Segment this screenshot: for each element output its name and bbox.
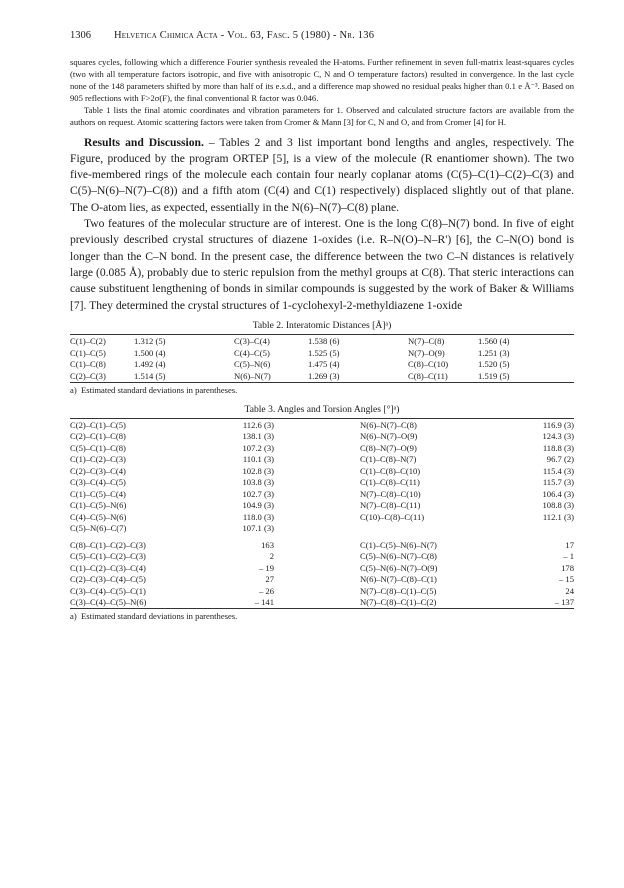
table-label-cell: C(1)–C(8)–C(11) — [360, 477, 420, 488]
table-label-cell: C(1)–C(8)–C(10) — [360, 465, 421, 476]
table-label-cell: 1.538 (6) — [308, 335, 340, 346]
table-label-cell: 1.514 (5) — [134, 371, 166, 382]
table3-angle-body — [70, 419, 574, 534]
table-label-cell: N(7)–C(8) — [408, 335, 445, 346]
table-label-cell: 1.519 (5) — [478, 371, 510, 382]
table-label-cell: C(2)–C(3) — [70, 371, 106, 382]
table-row — [70, 419, 574, 431]
table-row — [70, 442, 574, 454]
table-label-cell: 1.269 (3) — [308, 371, 340, 382]
table-row — [70, 335, 574, 347]
table-row — [70, 488, 574, 500]
table2-footnote — [70, 385, 574, 398]
table-value-cell: 2 — [269, 551, 274, 562]
table-value-cell: 96.7 (2) — [546, 454, 574, 465]
table-value-cell: 110.1 (3) — [242, 454, 274, 465]
column-gap — [274, 488, 360, 500]
section-heading: Results and Discussion. — [84, 135, 204, 149]
table-label-cell: C(2)–C(1)–C(8) — [70, 431, 126, 442]
table-label-cell: C(2)–C(1)–C(5) — [70, 419, 126, 430]
column-gap — [274, 574, 360, 586]
table-label-cell: 1.500 (4) — [134, 347, 166, 358]
table-value-cell — [510, 523, 574, 535]
table2-footnote-mark: a) — [70, 385, 77, 396]
table-row — [70, 347, 574, 359]
table-label-cell: C(5)–N(6)–N(7)–C(8) — [360, 551, 437, 562]
table2-footnote-text: Estimated standard deviations in parentheses. — [80, 385, 238, 396]
table-value-cell: 138.1 (3) — [242, 431, 274, 442]
table-value-cell: – 26 — [258, 585, 274, 596]
table-label-cell — [360, 523, 510, 535]
table-label-cell: C(1)–C(8) — [70, 359, 106, 370]
table-value-cell: 163 — [261, 539, 274, 550]
page-number: 1306 — [70, 30, 91, 41]
column-gap — [274, 562, 360, 574]
table-label-cell: C(5)–N(6) — [234, 359, 271, 370]
table-label-cell: N(7)–C(8)–C(1)–C(5) — [360, 585, 437, 596]
table3-angles — [70, 419, 574, 534]
table2-caption: Table 2. Interatomic Distances [Å]ᵃ) — [252, 319, 392, 331]
column-gap — [274, 511, 360, 523]
table3-caption: Table 3. Angles and Torsion Angles [°]ᵃ) — [244, 404, 400, 416]
table-value-cell: 118.8 (3) — [542, 442, 574, 453]
table-label-cell: C(4)–C(5) — [234, 347, 270, 358]
results-text-1: – Tables 2 and 3 list important bond lengths and angles, respectively. The Figure, produced by the program ORTEP [5], is a view of the molecule (R enantiomer shown). The two five-membered rings of the molecule each contain four nearly coplanar atoms (C(5)–C(1)–C(2)–C(3) and C(5)–N(6)–N(7)–C(8)) and a fifth atom (C(4) and C(1) respectively) displaced slightly out of that plane. The O-atom lies, as expected, essentially in the N(6)–N(7)–C(8) plane. — [70, 135, 574, 214]
table-row — [70, 551, 574, 563]
table-row — [70, 597, 574, 609]
table-label-cell: 1.492 (4) — [134, 359, 166, 370]
column-gap — [274, 477, 360, 489]
table-label-cell: 1.475 (4) — [308, 359, 340, 370]
table-value-cell: 107.2 (3) — [242, 442, 274, 453]
table-value-cell: 27 — [265, 574, 274, 585]
table-row — [70, 431, 574, 443]
table-label-cell: C(3)–C(4)–C(5) — [70, 477, 126, 488]
table3-torsions — [70, 539, 574, 608]
table-value-cell: – 137 — [554, 597, 574, 608]
table-label-cell: C(5)–N(6)–N(7)–O(9) — [360, 562, 438, 573]
table-label-cell: C(10)–C(8)–C(11) — [360, 511, 425, 522]
table-value-cell: – 19 — [258, 562, 274, 573]
table-value-cell: 106.4 (3) — [542, 488, 574, 499]
table-row — [70, 454, 574, 466]
table-value-cell: – 15 — [558, 574, 574, 585]
results-paragraph-2: Two features of the molecular structure are of interest. One is the long C(8)–N(7) bond. In five of eight previously described crystal structures of diazene 1-oxides (i.e. R–N(O)–N–R') [6], the C–N(O) bond is longer than the C–N bond. In the present case, the difference between the two C–N distances is relatively large (0.085 Å), probably due to steric repulsion from the methyl groups at C(8). That steric interactions can cause substituent lengthening of bonds in similar compounds is suggested by the work of Baker & Williams [7]. They determined the crystal structures of 1-cyclohexyl-2-methyldiazene 1-oxide — [70, 217, 574, 312]
table-row — [70, 477, 574, 489]
table-row — [70, 585, 574, 597]
column-gap — [274, 551, 360, 563]
table-label-cell: C(8)–N(7)–O(9) — [360, 442, 417, 453]
intro-paragraph: squares cycles, following which a difference Fourier synthesis revealed the H-atoms. Further refinement in seven full-matrix least-squares cycles (two with all temperature factors isotropic, and five with anisotropic C, N and O temperature factors) resulted in convergence. In the last cycle none of the 148 parameters shifted by more than half of its e.s.d., and a difference map showed no residual peaks higher than 0.1 e Å⁻³. Based on 905 reflections with F>2σ(F), the final conventional R factor was 0.046. — [70, 57, 574, 104]
table-label-cell: 1.312 (5) — [134, 335, 166, 346]
table-value-cell: 103.8 (3) — [242, 477, 274, 488]
table-label-cell: C(3)–C(4)–C(5)–N(6) — [70, 597, 147, 608]
table-label-cell: N(6)–N(7)–C(8) — [360, 419, 417, 430]
table-value-cell: 115.4 (3) — [542, 465, 574, 476]
table-value-cell: 178 — [561, 562, 574, 573]
journal-title: Helvetica Chimica Acta - Vol. 63, Fasc. 5 (1980) - Nr. 136 — [114, 30, 375, 41]
table-label-cell: C(8)–C(1)–C(2)–C(3) — [70, 539, 146, 550]
column-gap — [274, 419, 360, 431]
table-value-cell: 112.1 (3) — [542, 511, 574, 522]
column-gap — [274, 597, 360, 609]
table-value-cell: – 1 — [563, 551, 574, 562]
table-label-cell: 1.560 (4) — [478, 335, 510, 346]
table-label-cell: C(3)–C(4)–C(5)–C(1) — [70, 585, 146, 596]
table-reference-paragraph: Table 1 lists the final atomic coordinates and vibration parameters for 1. Observed and calculated structure factors are available from the authors on request. Atomic scattering factors were taken from Cromer & Mann [3] for C, N and O, and from Cromer [4] for H. — [70, 105, 574, 128]
table-value-cell: 115.7 (3) — [542, 477, 574, 488]
table3-footnote-mark: a) — [70, 611, 77, 622]
table-value-cell: 118.0 (3) — [242, 511, 274, 522]
table-label-cell: C(5)–N(6)–C(7) — [70, 523, 127, 534]
table-value-cell: 108.8 (3) — [542, 500, 574, 511]
table-label-cell: C(2)–C(3)–C(4) — [70, 465, 126, 476]
table2-bottom-rule — [70, 382, 574, 383]
table-label-cell: C(1)–C(2)–C(3)–C(4) — [70, 562, 146, 573]
column-gap — [274, 431, 360, 443]
table-value-cell: 116.9 (3) — [542, 419, 574, 430]
table-row — [70, 370, 574, 382]
table-label-cell: N(6)–N(7)–C(8)–C(1) — [360, 574, 437, 585]
page — [70, 30, 574, 624]
table-label-cell: N(7)–C(8)–C(1)–C(2) — [360, 597, 437, 608]
table-label-cell: C(1)–C(8)–N(7) — [360, 454, 417, 465]
table-row — [70, 358, 574, 370]
table-label-cell: C(1)–C(5)–N(6) — [70, 500, 127, 511]
table-row — [70, 562, 574, 574]
table-row — [70, 500, 574, 512]
column-gap — [274, 500, 360, 512]
table-value-cell: – 141 — [254, 597, 274, 608]
column-gap — [274, 523, 360, 535]
column-gap — [274, 442, 360, 454]
table3-torsion-body — [70, 539, 574, 608]
table-label-cell: N(7)–C(8)–C(11) — [360, 500, 421, 511]
table-value-cell: 107.1 (3) — [242, 523, 274, 534]
table-label-cell: C(8)–C(11) — [408, 371, 448, 382]
table-value-cell: 24 — [565, 585, 574, 596]
table-value-cell: 102.8 (3) — [242, 465, 274, 476]
table-label-cell: N(7)–C(8)–C(10) — [360, 488, 421, 499]
table-label-cell: C(2)–C(3)–C(4)–C(5) — [70, 574, 146, 585]
table-label-cell: N(6)–N(7) — [234, 371, 271, 382]
table-label-cell: C(1)–C(5) — [70, 347, 106, 358]
table-row — [70, 539, 574, 551]
table-label-cell: C(1)–C(5)–N(6)–N(7) — [360, 539, 437, 550]
table-label-cell: 1.520 (5) — [478, 359, 510, 370]
table-value-cell: 104.9 (3) — [242, 500, 274, 511]
table-value-cell: 124.3 (3) — [542, 431, 574, 442]
table-label-cell: C(5)–C(1)–C(8) — [70, 442, 126, 453]
table2 — [70, 335, 574, 382]
column-gap — [274, 454, 360, 466]
table3-bottom-rule — [70, 608, 574, 609]
table-value-cell: 17 — [565, 539, 574, 550]
table-label-cell: C(1)–C(5)–C(4) — [70, 488, 126, 499]
table3-footnote-text: Estimated standard deviations in parentheses. — [80, 611, 238, 622]
table-label-cell: C(3)–C(4) — [234, 335, 270, 346]
table-row — [70, 511, 574, 523]
column-gap — [274, 539, 360, 551]
column-gap — [274, 465, 360, 477]
table-label-cell: C(1)–C(2)–C(3) — [70, 454, 126, 465]
running-header — [70, 30, 574, 44]
table2-body — [70, 335, 574, 382]
table-label-cell: N(7)–O(9) — [408, 347, 445, 358]
table-label-cell: C(8)–C(10) — [408, 359, 449, 370]
table-label-cell: C(4)–C(5)–N(6) — [70, 511, 127, 522]
table-value-cell: 112.6 (3) — [242, 419, 274, 430]
table-row — [70, 523, 574, 535]
table-label-cell: 1.525 (5) — [308, 347, 340, 358]
table-label-cell: C(1)–C(2) — [70, 335, 106, 346]
table-label-cell: 1.251 (3) — [478, 347, 510, 358]
column-gap — [274, 585, 360, 597]
results-paragraph-1 — [70, 135, 574, 216]
table-value-cell: 102.7 (3) — [242, 488, 274, 499]
table-row — [70, 574, 574, 586]
table-row — [70, 465, 574, 477]
table3-footnote — [70, 611, 574, 624]
table-label-cell: C(5)–C(1)–C(2)–C(3) — [70, 551, 146, 562]
table-label-cell: N(6)–N(7)–O(9) — [360, 431, 418, 442]
